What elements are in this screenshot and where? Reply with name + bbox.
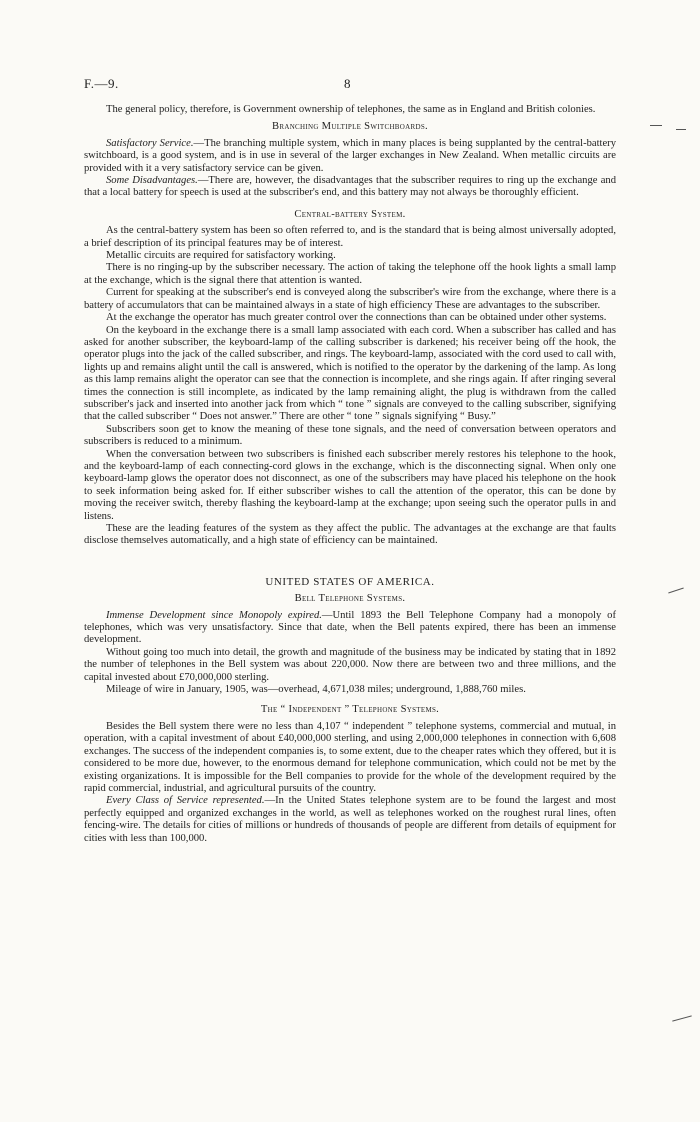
paragraph: At the exchange the operator has much greater control over the connections than can be obtained under other systems. (106, 312, 607, 324)
paragraph: When the conversation between two subscribers is finished each subscriber merely restores his telephone to the hook, and the keyboard-lamp of each connecting-cord glows in the exchange, which is the disconnecting signal. When only one keyboard-lamp glows the operator does not disconnect, as one of the subscribers may have placed his telephone on the hook to seek information being asked for. If either subscriber wishes to call the attention of the operator, this can be done by moving the receiver switch, thereby flashing the keyboard-lamp at the exchange; upon seeing such the operator pulls in and listens. (84, 448, 616, 522)
margin-mark (676, 129, 686, 130)
paragraph: Mileage of wire in January, 1905, was—overhead, 4,671,038 miles; underground, 1,888,760 miles. (106, 684, 526, 696)
running-header (84, 76, 616, 96)
paragraph-some-disadvantages (84, 175, 616, 200)
document-reference: F.—9. (84, 76, 119, 91)
paragraph-lead: Some Disadvantages. (106, 175, 198, 187)
paragraph: Current for speaking at the subscriber's end is conveyed along the subscriber's wire from the exchange, where there is a battery of accumulators that can be maintained always in a state of high efficiency These are advantages to the subscriber. (84, 287, 616, 311)
heading-bell-systems: Bell Telephone Systems. (294, 593, 406, 605)
paragraph: Subscribers soon get to know the meaning of these tone signals, and the need of conversation between operators and subscribers is reduced to a minimum. (84, 423, 616, 448)
heading-central-battery: Central-battery System. (294, 208, 406, 220)
paragraph: Without going too much into detail, the growth and magnitude of the business may be indicated by stating that in 1892 the number of telephones in the Bell system was about 220,000. Now there are between two and three millions, and the capital invested about £70,000,000 sterling. (84, 646, 616, 683)
paragraph: Metallic circuits are required for satisfactory working. (106, 250, 336, 262)
heading-branching-multiple: Branching Multiple Switchboards. (272, 121, 428, 133)
paragraph-lead: Every Class of Service represented. (106, 795, 265, 807)
paragraph: As the central-battery system has been so often referred to, and is the standard that is being almost universally adopted, a brief description of its principal features may be of interest. (84, 225, 616, 249)
margin-mark (668, 588, 684, 594)
page-number: 8 (344, 76, 351, 91)
heading-independent-systems: The “ Independent ” Telephone Systems. (260, 704, 440, 716)
paragraph-text: —The branching multiple system, which in many places is being supplanted by the central-battery switchboard, is a good system, and is in use in several of the larger exchanges in New Zealand. When metallic circuits are provided with it a very satisfactory service can be given. (84, 137, 617, 174)
paragraph-satisfactory-service (84, 138, 616, 175)
page-body (84, 104, 616, 845)
paragraph: On the keyboard in the exchange there is a small lamp associated with each cord. When a subscriber has called and has asked for another subscriber, the keyboard-lamp of the calling subscriber is darkened; his receiver being off the hook, the operator plugs into the jack of the called subscriber, and rings. The keyboard-lamp, associated with the cord used to call with, lights up and remains alight until the call is answered, which is notified to the operator by the darkening of the lamp. As long as this lamp remains alight the operator can see that the connection is incomplete, and she rings again. If after ringing several times the connection is still incomplete, as indicated by the lamp remaining alight, the plug is withdrawn from the called subscriber's jack and inserted into another jack from which “ tone ” signals are conveyed to the calling subscriber, signifying that the called subscriber “ Does not answer.” There are other “ tone ” signals signifying “ Busy.” (84, 324, 616, 423)
intro-paragraph: The general policy, therefore, is Government ownership of telephones, the same as in England and British colonies. (106, 104, 596, 115)
paragraph-every-class-of-service (84, 795, 616, 845)
heading-united-states: UNITED STATES OF AMERICA. (265, 575, 435, 588)
paragraph: Besides the Bell system there were no less than 4,107 “ independent ” telephone systems, commercial and mutual, in operation, with a capital investment of about £40,000,000 sterling, and using 2,000,000 telephones in connection with 6,608 exchanges. The success of the independent companies is, to some extent, due to the cheaper rates which they offered, but it is considered to be more due, however, to the enormous demand for telephone communication, which could not be met by the existing organizations. It is impossible for the Bell companies to provide for the whole of the development required by the rapid commercial, industrial, and agricultural pursuits of the country. (84, 720, 616, 794)
paragraph: There is no ringing-up by the subscriber necessary. The action of taking the telephone off the hook lights a small lamp at the exchange, which is the signal there that attention is wanted. (84, 262, 616, 286)
paragraph-text: —In the United States telephone system are to be found the largest and most perfectly equipped and organized exchanges in the world, as well as telephones worked on the roughest rural lines, often fencing-wire. The details for cities of millions or hundreds of thousands of people are different from details of equipment for cities with less than 100,000. (84, 795, 616, 844)
paragraph-immense-development (84, 610, 616, 647)
margin-mark (650, 125, 662, 126)
paragraph-lead: Satisfactory Service. (106, 137, 194, 149)
paragraph: These are the leading features of the system as they affect the public. The advantages at the exchange are that faults disclose themselves automatically, and a high state of efficiency can be maintained. (84, 523, 616, 547)
paragraph-lead: Immense Development since Monopoly expired. (106, 609, 322, 621)
paragraph-text: —There are, however, the disadvantages that the subscriber requires to ring up the exchange and that a local battery for speech is used at the subscriber's end, and this battery may not always be thoroughly efficient. (84, 175, 616, 199)
margin-mark (672, 1015, 692, 1021)
paragraph-text: —Until 1893 the Bell Telephone Company had a monopoly of telephones, which was very unsatisfactory. Since that date, when the Bell patents expired, there has been an immense development. (84, 609, 616, 646)
